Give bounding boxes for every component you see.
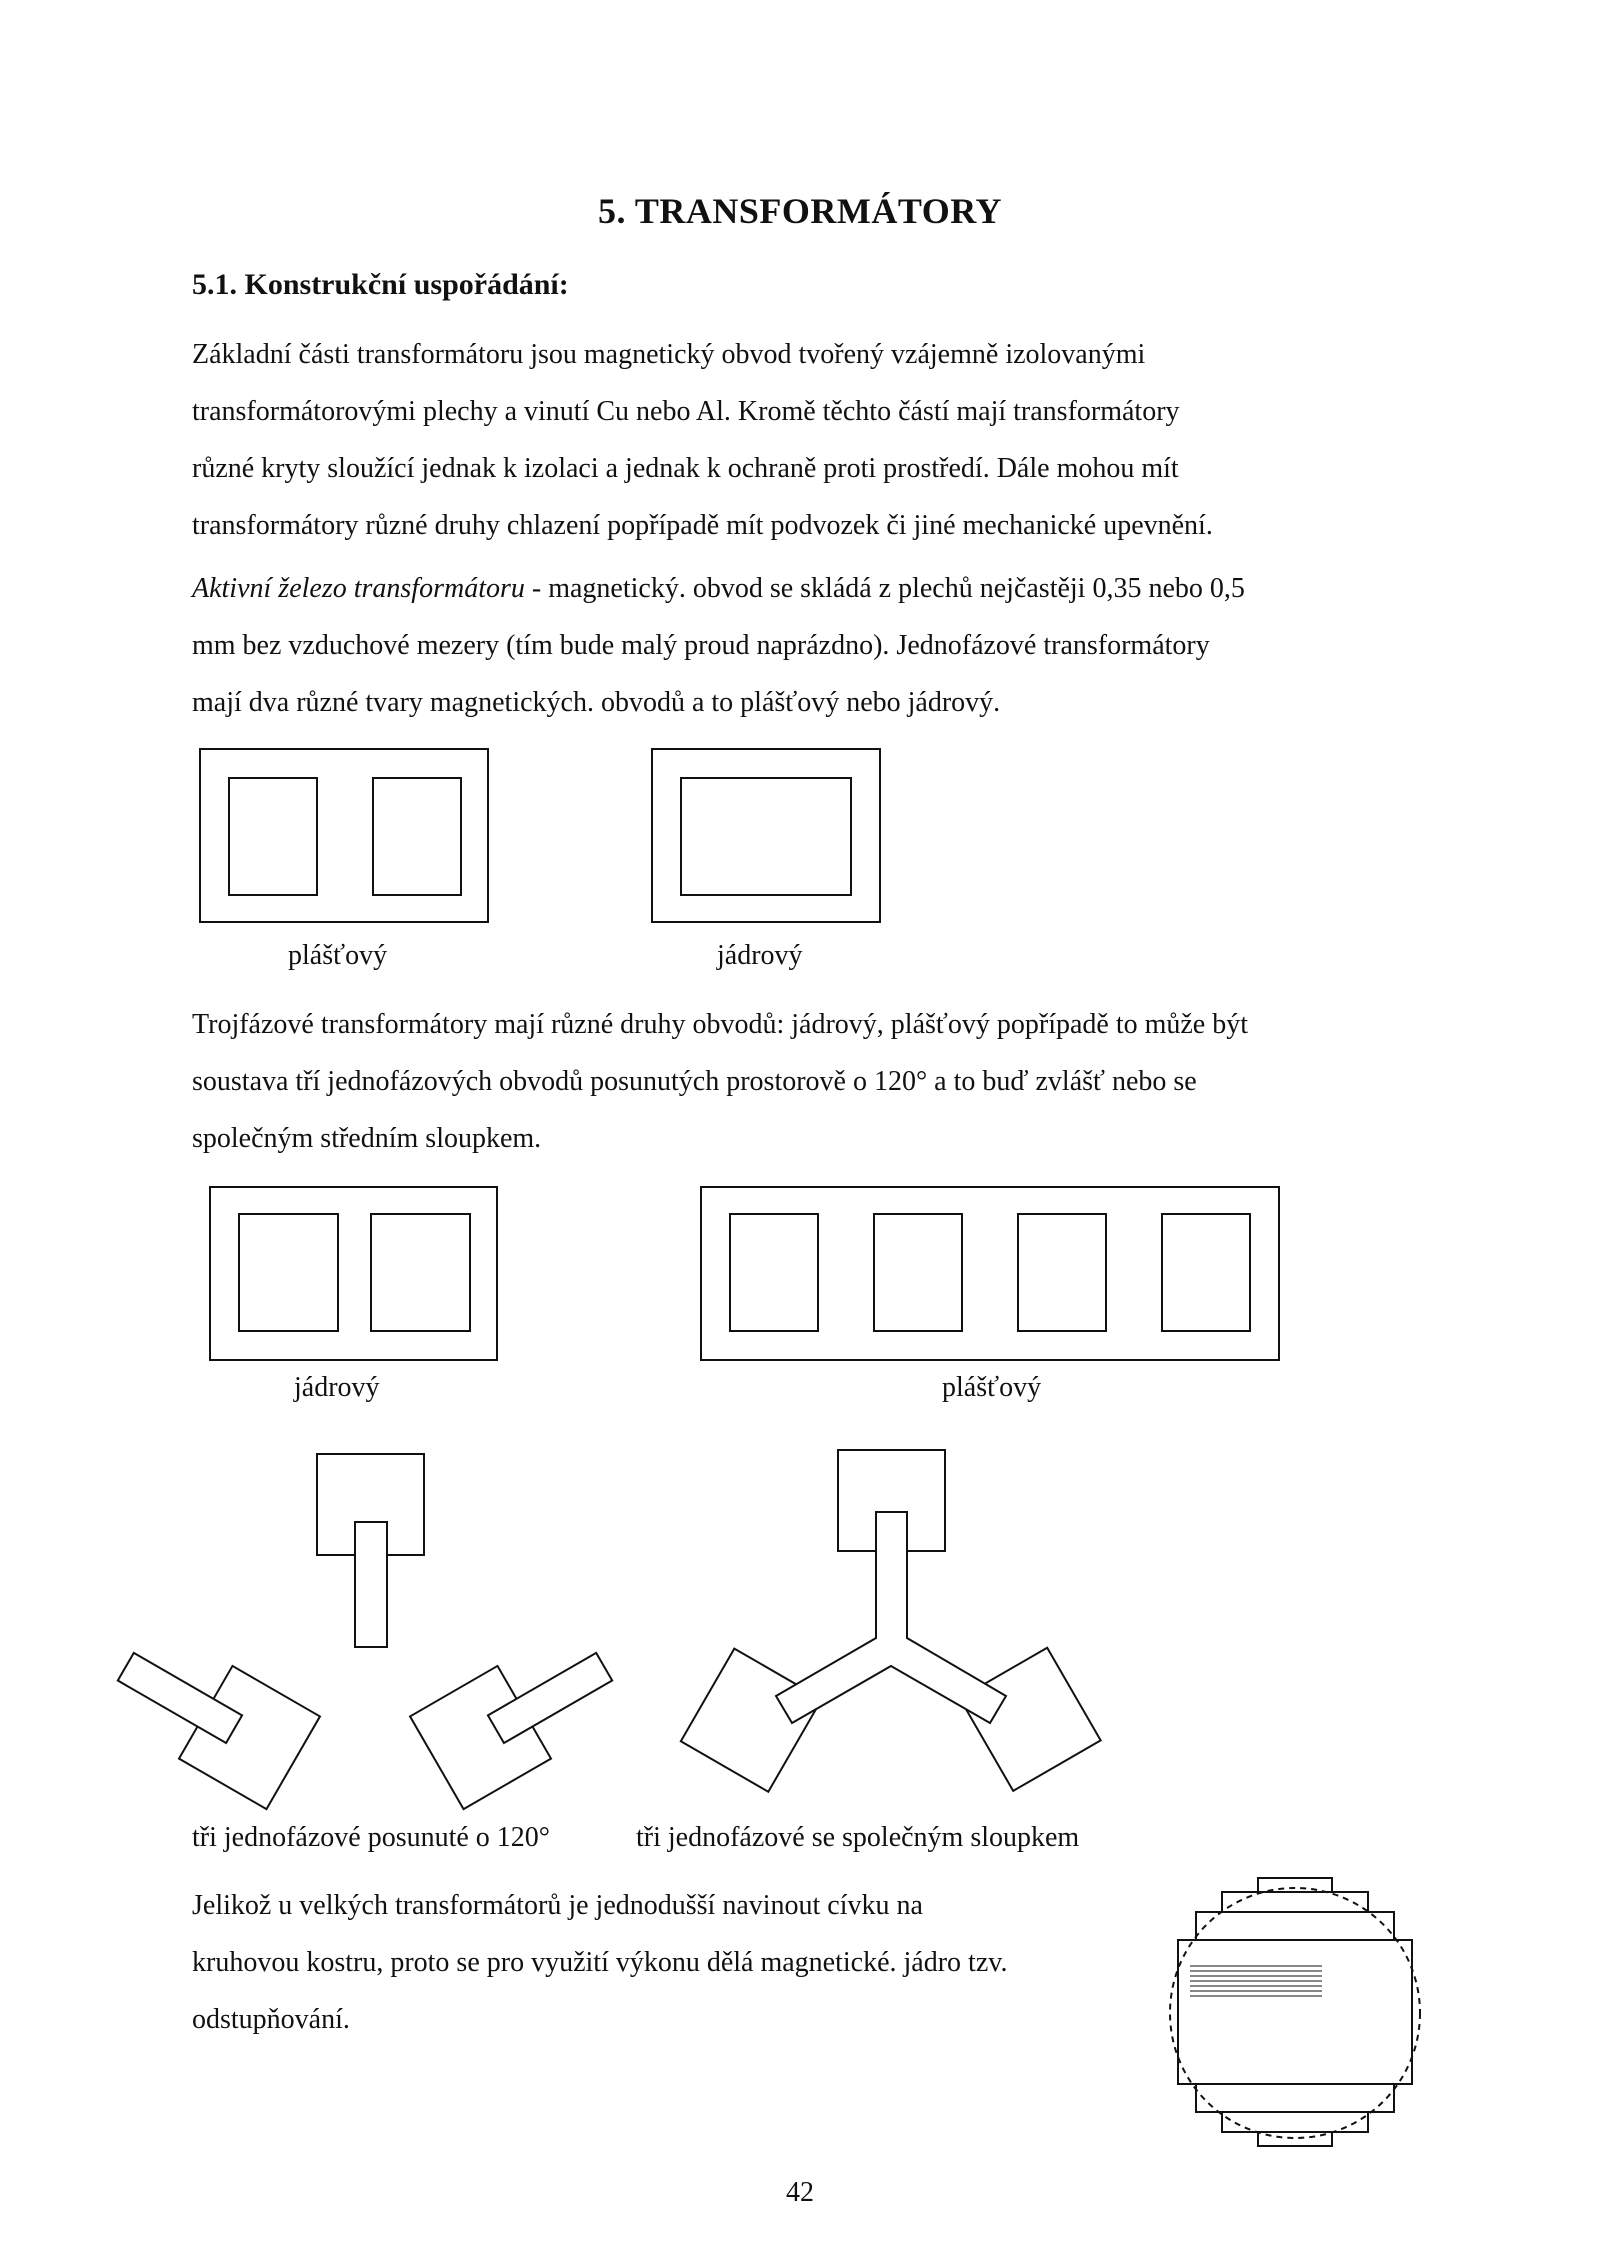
section-title: 5.1. Konstrukční uspořádání: (192, 268, 569, 301)
paragraph-three-phase (192, 996, 1248, 1167)
caption-core: jádrový (717, 940, 803, 971)
three-phase-shell-figure (701, 1187, 1279, 1360)
text-line: transformátorovými plechy a vinutí Cu nebo Al. Kromě těchto částí mají transformátory (192, 396, 1180, 427)
paragraph-stepped-core (192, 1877, 1007, 2048)
text-line: společným středním sloupkem. (192, 1123, 542, 1154)
text-line: různé kryty sloužící jednak k izolaci a jednak k ochraně proti prostředí. Dále mohou mít (192, 453, 1179, 484)
core-type-figure (652, 749, 880, 922)
text-line: transformátory různé druhy chlazení popřípadě mít podvozek či jiné mechanické upevnění. (192, 510, 1213, 541)
page-number: 42 (786, 2177, 814, 2208)
italic-term: Aktivní železo transformátoru (192, 573, 525, 604)
caption-three-phase-core: jádrový (294, 1372, 380, 1403)
caption-shell: plášťový (288, 940, 388, 971)
three-separate-units-figure (99, 1454, 630, 1809)
text-line: Základní části transformátoru jsou magnetický obvod tvořený vzájemně izolovanými (192, 339, 1146, 370)
caption-common-column: tři jednofázové se společným sloupkem (636, 1822, 1080, 1853)
stepped-core-figure (1170, 1878, 1420, 2146)
text-line: mají dva různé tvary magnetických. obvodů a to plášťový nebo jádrový. (192, 687, 1001, 718)
caption-three-phase-shell: plášťový (942, 1372, 1042, 1403)
shell-core-figure (200, 749, 488, 922)
text-line: mm bez vzduchové mezery (tím bude malý proud naprázdno). Jednofázové transformátory (192, 630, 1210, 661)
text-span: - magnetický. obvod se skládá z plechů nejčastěji 0,35 nebo 0,5 (524, 573, 1245, 604)
text-line: soustava tří jednofázových obvodů posunutých prostorově o 120° a to buď zvlášť nebo se (192, 1066, 1197, 1097)
text-line: odstupňování. (192, 2004, 350, 2035)
text-line: Trojfázové transformátory mají různé druhy obvodů: jádrový, plášťový popřípadě to může být (192, 1009, 1249, 1040)
chapter-title: 5. TRANSFORMÁTORY (598, 191, 1002, 231)
common-column-figure (681, 1450, 1101, 1792)
caption-separate-units: tři jednofázové posunuté o 120° (192, 1822, 550, 1853)
text-line: kruhovou kostru, proto se pro využití výkonu dělá magnetické. jádro tzv. (192, 1947, 1008, 1978)
text-line: Jelikož u velkých transformátorů je jednodušší navinout cívku na (192, 1890, 923, 1921)
three-phase-core-figure (210, 1187, 497, 1360)
